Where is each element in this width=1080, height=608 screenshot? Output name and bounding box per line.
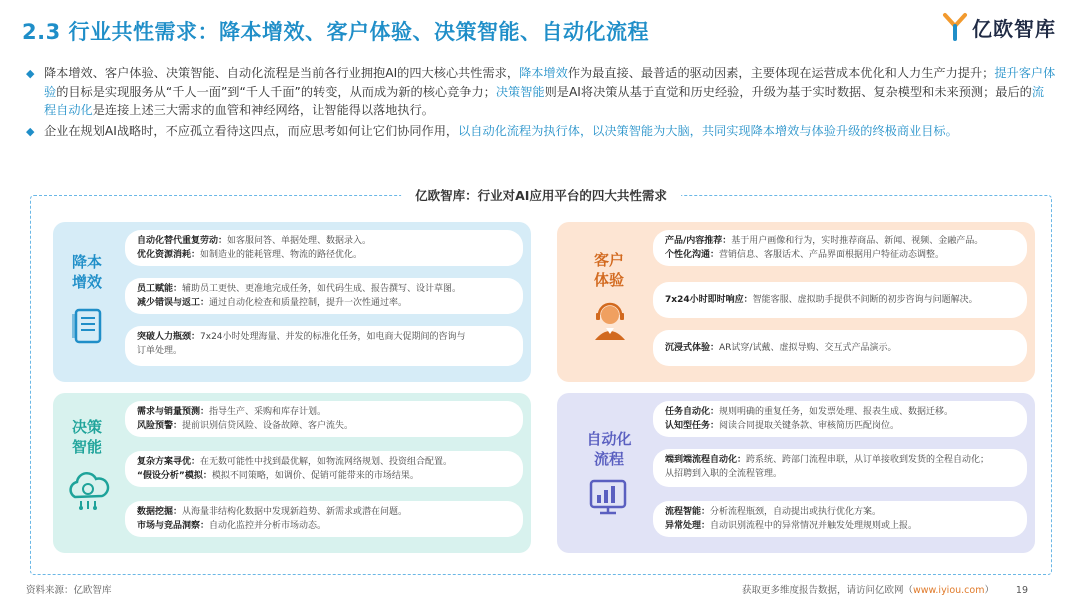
card-key: 减少错误与返工： xyxy=(137,298,210,308)
source-note: 资料来源：亿欧智库 xyxy=(26,585,112,596)
card-value: 7x24小时处理海量、并发的标准化任务，如电商大促期间的咨询与订单处理。 xyxy=(137,332,466,356)
card-key: 需求与销量预测： xyxy=(137,407,210,417)
card-value: 规则明确的重复任务，如发票处理、报表生成、数据迁移。 xyxy=(719,407,954,417)
panel-label-line1: 客户 xyxy=(593,251,624,269)
need-card xyxy=(125,501,523,537)
card-value: 从招聘到入职的全流程管理。 xyxy=(665,469,783,479)
need-card xyxy=(125,278,523,314)
highlight-segment: 降本增效 xyxy=(519,66,568,80)
card-key: “假设分析”模拟： xyxy=(137,471,212,481)
bullet-segment: 企业在规划AI战略时，不应孤立看待这四点，而应思考如何让它们协同作用， xyxy=(44,123,459,138)
need-card xyxy=(653,230,1027,266)
panel-process-automation xyxy=(557,393,1035,553)
customer-service-icon xyxy=(587,298,633,344)
card-value: AR试穿/试戴、虚拟导购、交互式产品演示。 xyxy=(719,343,897,353)
panel-label-line2: 体验 xyxy=(593,271,624,289)
card-key: 自动化替代重复劳动： xyxy=(137,236,228,246)
diamond-bullet-icon: ◆ xyxy=(26,124,35,138)
card-key: 沉浸式体验： xyxy=(665,343,720,353)
card-key: 产品/内容推荐： xyxy=(665,236,732,246)
logo-text: 亿欧智库 xyxy=(972,16,1056,41)
card-key: 任务自动化： xyxy=(665,407,720,417)
need-card xyxy=(125,326,523,366)
card-value: 阅读合同提取关键条款、审核简历匹配岗位。 xyxy=(719,421,900,431)
card-key: 端到端流程自动化： xyxy=(665,455,747,465)
card-key: 优化资源消耗： xyxy=(137,250,201,260)
frame-title: 亿欧智库：行业对AI应用平台的四大共性需求 xyxy=(401,186,681,204)
need-card xyxy=(653,449,1027,487)
highlight-segment: 决策智能 xyxy=(495,84,545,99)
bullet-item xyxy=(26,64,1056,120)
bullet-text xyxy=(44,64,1056,120)
card-value: 自动化监控并分析市场动态。 xyxy=(209,521,327,531)
panel-label-line1: 降本 xyxy=(71,253,102,271)
panel-label xyxy=(67,417,107,457)
need-card xyxy=(653,501,1027,537)
footer-more-close: ） xyxy=(984,585,994,596)
card-value: 如制造业的能耗管理、物流的路径优化。 xyxy=(200,250,363,260)
need-card xyxy=(653,401,1027,437)
bullet-item xyxy=(26,122,1056,142)
bullet-text xyxy=(44,122,958,142)
card-value: 指导生产、采购和库存计划。 xyxy=(209,407,327,417)
bullet-segment: 的目标是实现服务从“千人一面”到“千人千面”的转变，从而成为新的核心竞争力； xyxy=(56,84,496,99)
need-card xyxy=(653,330,1027,366)
highlight-segment: 提升客户体验 xyxy=(44,66,1056,99)
highlight-segment: 流程自动化 xyxy=(44,84,1045,118)
logo xyxy=(942,12,1056,42)
panel-label-line2: 智能 xyxy=(71,438,102,456)
footer-more-text: 获取更多维度报告数据，请访问亿欧网（ xyxy=(741,585,913,596)
card-key: 个性化沟通： xyxy=(665,250,720,260)
card-key: 流程智能： xyxy=(665,507,711,517)
card-value: 在无数可能性中找到最优解，如物流网络规划、投资组合配置。 xyxy=(200,457,453,467)
logo-mark-icon xyxy=(942,12,968,42)
card-key: 异常处理： xyxy=(665,521,711,531)
need-card xyxy=(653,282,1027,318)
card-value: 营销信息、客服话术、产品界面根据用户特征动态调整。 xyxy=(719,250,945,260)
card-key: 风险预警： xyxy=(137,421,183,431)
document-icon xyxy=(65,304,111,350)
bullet-segment: 是连接上述三大需求的血管和神经网络，让智能得以落地执行。 xyxy=(92,103,434,118)
brain-cloud-icon xyxy=(65,467,111,513)
panel-label-line1: 自动化 xyxy=(586,430,632,448)
card-value: 提前识别信贷风险、设备故障、客户流失。 xyxy=(182,421,354,431)
page-number: 19 xyxy=(1015,585,1028,596)
card-key: 复杂方案寻优： xyxy=(137,457,201,467)
panel-label xyxy=(67,252,107,292)
card-key: 认知型任务： xyxy=(665,421,720,431)
bullet-segment: 作为最直接、最普适的驱动因素，主要体现在运营成本优化和人力生产力提升； xyxy=(567,66,995,80)
card-value: 跨系统、跨部门流程串联，从订单接收到发货的全程自动化； xyxy=(746,455,990,465)
diamond-bullet-icon: ◆ xyxy=(26,67,35,80)
card-key: 7x24小时即时响应： xyxy=(665,295,753,305)
card-key: 数据挖掘： xyxy=(137,507,183,517)
card-value: 模拟不同策略，如调价、促销可能带来的市场结果。 xyxy=(211,471,419,481)
card-key: 员工赋能： xyxy=(137,284,183,294)
card-value: 分析流程瓶颈，自动提出或执行优化方案。 xyxy=(710,507,882,517)
card-value: 基于用户画像和行为，实时推荐商品、新闻、视频、金融产品。 xyxy=(731,236,984,246)
panel-label-line1: 决策 xyxy=(71,418,102,436)
panel-label-line2: 增效 xyxy=(71,273,102,291)
card-value: 通过自动化检查和质量控制，提升一次性通过率。 xyxy=(209,298,408,308)
page-title: 2.3 行业共性需求：降本增效、客户体验、决策智能、自动化流程 xyxy=(22,20,650,44)
need-card xyxy=(125,451,523,487)
panel-label xyxy=(589,250,629,290)
bullet-segment: 降本增效、客户体验、决策智能、自动化流程是当前各行业拥抱AI的四大核心共性需求， xyxy=(44,66,520,80)
card-value: 如客服问答、单据处理、数据录入。 xyxy=(227,236,372,246)
footer-url-link[interactable]: www.iyiou.com xyxy=(912,585,985,596)
bullet-segment: 则是AI将决策从基于直觉和历史经验，升级为基于实时数据、复杂模型和未来预测；最后的 xyxy=(544,84,1032,99)
card-key: 市场与竞品洞察： xyxy=(137,521,210,531)
highlight-segment: 以自动化流程为执行体，以决策智能为大脑，共同实现降本增效与体验升级的终极商业目标。 xyxy=(458,123,958,138)
panel-cost-efficiency xyxy=(53,222,531,382)
card-value: 自动识别流程中的异常情况并触发处理规则或上报。 xyxy=(710,521,918,531)
card-key: 突破人力瓶颈： xyxy=(137,332,201,342)
need-card xyxy=(125,230,523,266)
card-value: 从海量非结构化数据中发现新趋势、新需求或潜在问题。 xyxy=(182,507,408,517)
panel-label-line2: 流程 xyxy=(593,450,624,468)
dashboard-icon xyxy=(585,473,631,519)
panel-label xyxy=(577,429,641,469)
bullet-list xyxy=(26,64,1056,143)
footer-more xyxy=(742,582,994,596)
card-value: 智能客服、虚拟助手提供不间断的初步咨询与问题解决。 xyxy=(752,295,978,305)
need-card xyxy=(125,401,523,437)
panel-decision-intelligence xyxy=(53,393,531,553)
card-value: 辅助员工更快、更准地完成任务，如代码生成、报告撰写、设计草图。 xyxy=(182,284,462,294)
panel-customer-experience xyxy=(557,222,1035,382)
